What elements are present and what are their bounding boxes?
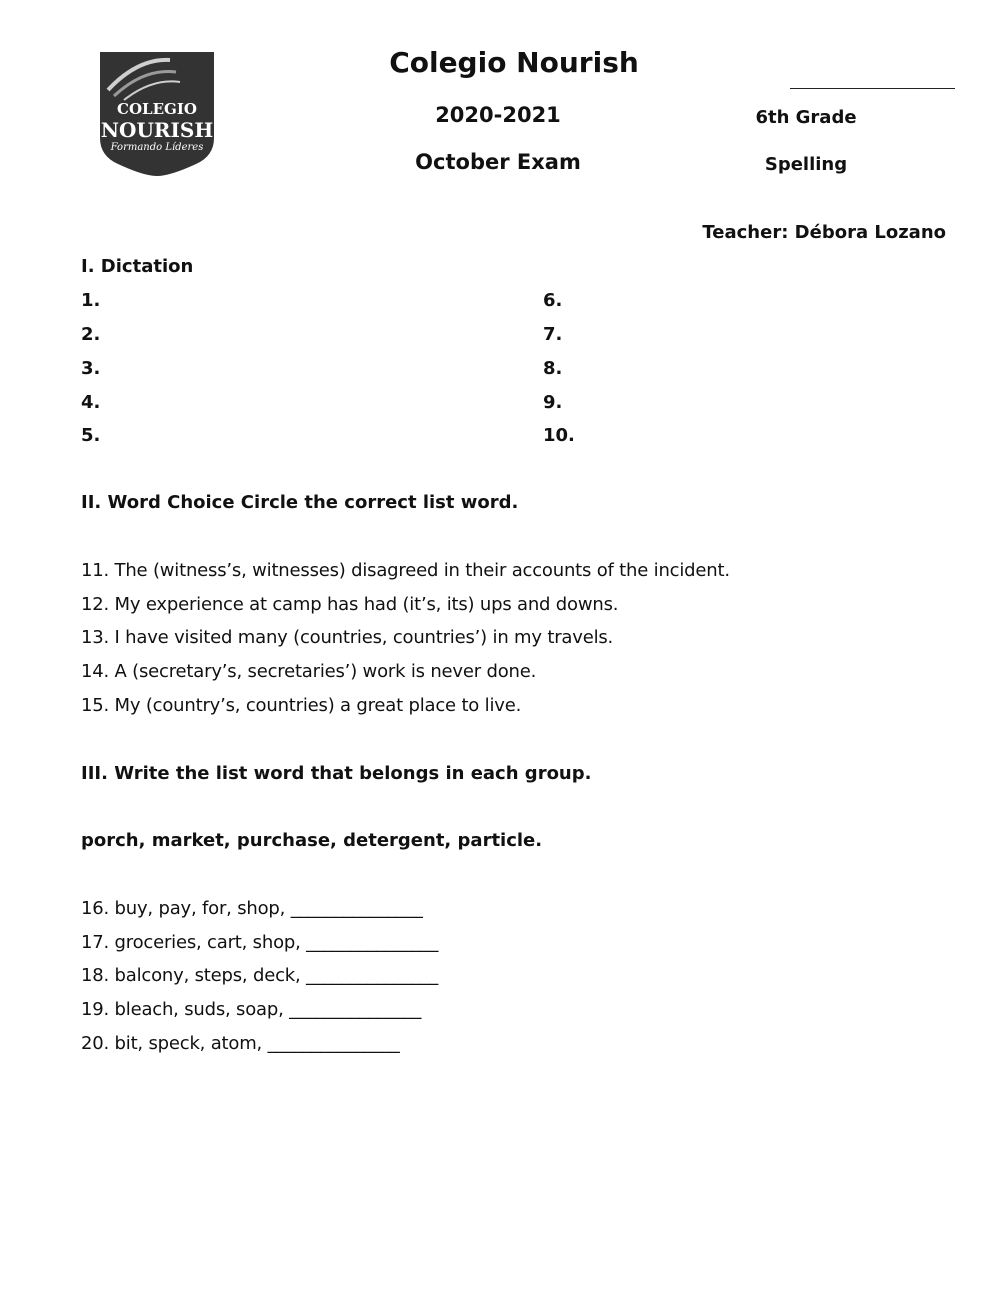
word-choice-sentence: 14. A (secretary’s, secretaries’) work is never done. [81, 661, 537, 682]
word-choice-sentence: 15. My (country’s, countries) a great place to live. [81, 695, 522, 716]
word-choice-sentence: 12. My experience at camp has had (it’s, its) ups and downs. [81, 594, 619, 615]
logo-tagline: Formando Líderes [110, 142, 204, 153]
group-item[interactable]: 19. bleach, suds, soap, _______________ [81, 999, 422, 1020]
dictation-number: 9. [543, 392, 563, 413]
dictation-number: 2. [81, 324, 101, 345]
dictation-number: 1. [81, 290, 101, 311]
subject-label: Spelling [764, 154, 848, 175]
logo-line1: COLEGIO [117, 100, 197, 118]
exam-title: October Exam [415, 150, 581, 174]
grade-label: 6th Grade [755, 107, 857, 128]
word-bank: porch, market, purchase, detergent, particle. [81, 830, 543, 851]
school-title: Colegio Nourish [389, 46, 639, 79]
dictation-number: 3. [81, 358, 101, 379]
section-dictation-title: I. Dictation [81, 256, 194, 277]
dictation-number: 5. [81, 425, 101, 446]
word-choice-sentence: 11. The (witness’s, witnesses) disagreed in their accounts of the incident. [81, 560, 730, 581]
dictation-number: 10. [543, 425, 575, 446]
teacher-label: Teacher: Débora Lozano [702, 222, 946, 243]
group-item[interactable]: 20. bit, speck, atom, _______________ [81, 1033, 400, 1054]
dictation-number: 7. [543, 324, 563, 345]
dictation-number: 8. [543, 358, 563, 379]
logo-line2: NOURISH [100, 118, 214, 142]
group-item[interactable]: 16. buy, pay, for, shop, _______________ [81, 898, 423, 919]
word-choice-sentence: 13. I have visited many (countries, countries’) in my travels. [81, 627, 614, 648]
dictation-number: 6. [543, 290, 563, 311]
dictation-number: 4. [81, 392, 101, 413]
section-groups-title: III. Write the list word that belongs in each group. [81, 763, 592, 784]
section-word-choice-title: II. Word Choice Circle the correct list word. [81, 492, 519, 513]
group-item[interactable]: 18. balcony, steps, deck, _______________ [81, 965, 439, 986]
school-year: 2020-2021 [435, 103, 561, 127]
school-logo [98, 50, 216, 176]
name-blank-line[interactable] [790, 88, 955, 89]
group-item[interactable]: 17. groceries, cart, shop, _______________ [81, 932, 439, 953]
